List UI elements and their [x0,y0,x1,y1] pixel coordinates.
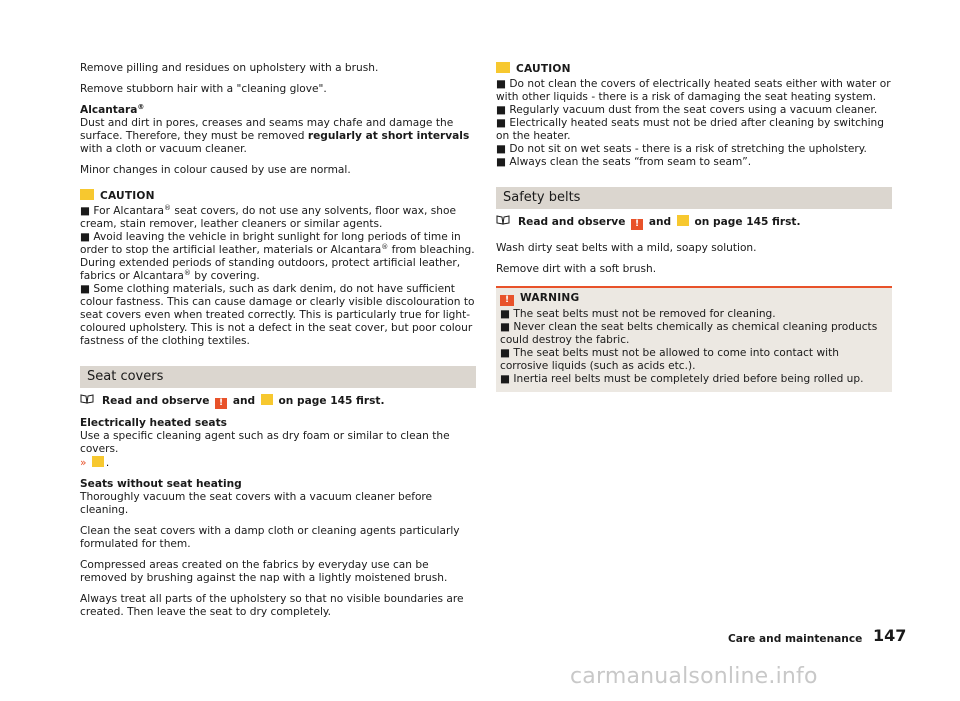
text-remove-dirt: Remove dirt with a soft brush. [496,263,657,275]
text-damp-cloth: Clean the seat covers with a damp cloth or cleaning agents particularly formulated for them. [80,525,460,550]
caution-title: CAUTION [516,63,571,75]
warning-item: ■ The seat belts must not be allowed to come into contact with corrosive liquids (such as acids etc.). [500,347,888,373]
text-colour-change: Minor changes in colour caused by use are normal. [80,164,351,176]
caution-title: CAUTION [100,190,155,202]
caution-icon [80,189,94,200]
caution-icon[interactable] [677,215,689,226]
alcantara-paragraph: Alcantara® Dust and dirt in pores, creases and seams may chafe and damage the surface. Therefore, they must be removed regularly at short intervals with a cloth or vacuum cleaner. [80,104,476,156]
warning-icon: ! [500,295,514,306]
text-wash-belts: Wash dirty seat belts with a mild, soapy solution. [496,242,757,254]
caution-item: ■ Do not sit on wet seats - there is a risk of stretching the upholstery. [496,143,892,156]
section-title-safety-belts: Safety belts [496,187,892,209]
caution-item: ■ Some clothing materials, such as dark denim, do not have sufficient colour fastness. This can cause damage or clearly visible discolouration to seat covers even when treated correctly. This is particularly true for light-coloured upholstery. This is not a defect in the seat cover, but poor colour fastness of the clothing textiles. [80,283,476,348]
warning-icon[interactable]: ! [215,398,227,409]
caution-icon[interactable] [261,394,273,405]
text-hair: Remove stubborn hair with a "cleaning glove". [80,83,327,95]
alcantara-heading: Alcantara® [80,103,145,116]
warning-icon[interactable]: ! [631,219,643,230]
chevron-right-icon[interactable]: » [80,457,87,469]
caution-notice [80,189,476,348]
warning-item: ■ Never clean the seat belts chemically as chemical cleaning products could destroy the fabric. [500,321,888,347]
watermark: carmanualsonline.info [570,664,818,689]
warning-item: ■ The seat belts must not be removed for cleaning. [500,308,888,321]
no-heating-heading: Seats without seat heating [80,478,242,490]
book-icon [80,394,96,408]
warning-title: WARNING [520,292,580,304]
caution-item: ■ For Alcantara® seat covers, do not use any solvents, floor wax, shoe cream, stain remover, leather cleaners or similar agents. [80,205,476,231]
caution-notice [496,62,892,169]
right-column [496,0,892,392]
warning-item: ■ Inertia reel belts must be completely dried before being rolled up. [500,373,888,386]
no-heating-paragraph: Seats without seat heating Thoroughly vacuum the seat covers with a vacuum cleaner before cleaning. [80,478,476,517]
heated-seats-heading: Electrically heated seats [80,417,227,429]
footer-section-title: Care and maintenance [728,633,863,645]
caution-item: ■ Regularly vacuum dust from the seat covers using a vacuum cleaner. [496,104,892,117]
text-pilling: Remove pilling and residues on upholstery with a brush. [80,62,379,74]
page-footer [728,626,907,647]
heated-seats-paragraph: Electrically heated seats Use a specific cleaning agent such as dry foam or similar to clean the covers. » . [80,417,476,470]
caution-icon [496,62,510,73]
section-title-seat-covers: Seat covers [80,366,476,388]
caution-icon[interactable] [92,456,104,467]
book-icon [496,215,512,229]
caution-item: ■ Always clean the seats “from seam to seam”. [496,156,892,169]
read-and-observe: Read and observe ! and on page 145 first. [80,394,476,409]
page-number: 147 [873,626,907,645]
left-column [80,0,476,627]
read-and-observe: Read and observe ! and on page 145 first. [496,215,892,230]
caution-item: ■ Electrically heated seats must not be dried after cleaning by switching on the heater. [496,117,892,143]
caution-item: ■ Do not clean the covers of electrically heated seats either with water or with other liquids - there is a risk of damaging the seat heating system. [496,78,892,104]
warning-notice [496,286,892,392]
text-always-treat: Always treat all parts of the upholstery so that no visible boundaries are created. Then leave the seat to dry completely. [80,593,464,618]
caution-item: ■ Avoid leaving the vehicle in bright sunlight for long periods of time in order to stop the artificial leather, materials or Alcantara® from bleaching. During extended periods of standing outdoors, protect artificial leather, fabrics or Alcantara® by covering. [80,231,476,283]
text-compressed-areas: Compressed areas created on the fabrics by everyday use can be removed by brushing against the nap with a lightly moistened brush. [80,559,448,584]
